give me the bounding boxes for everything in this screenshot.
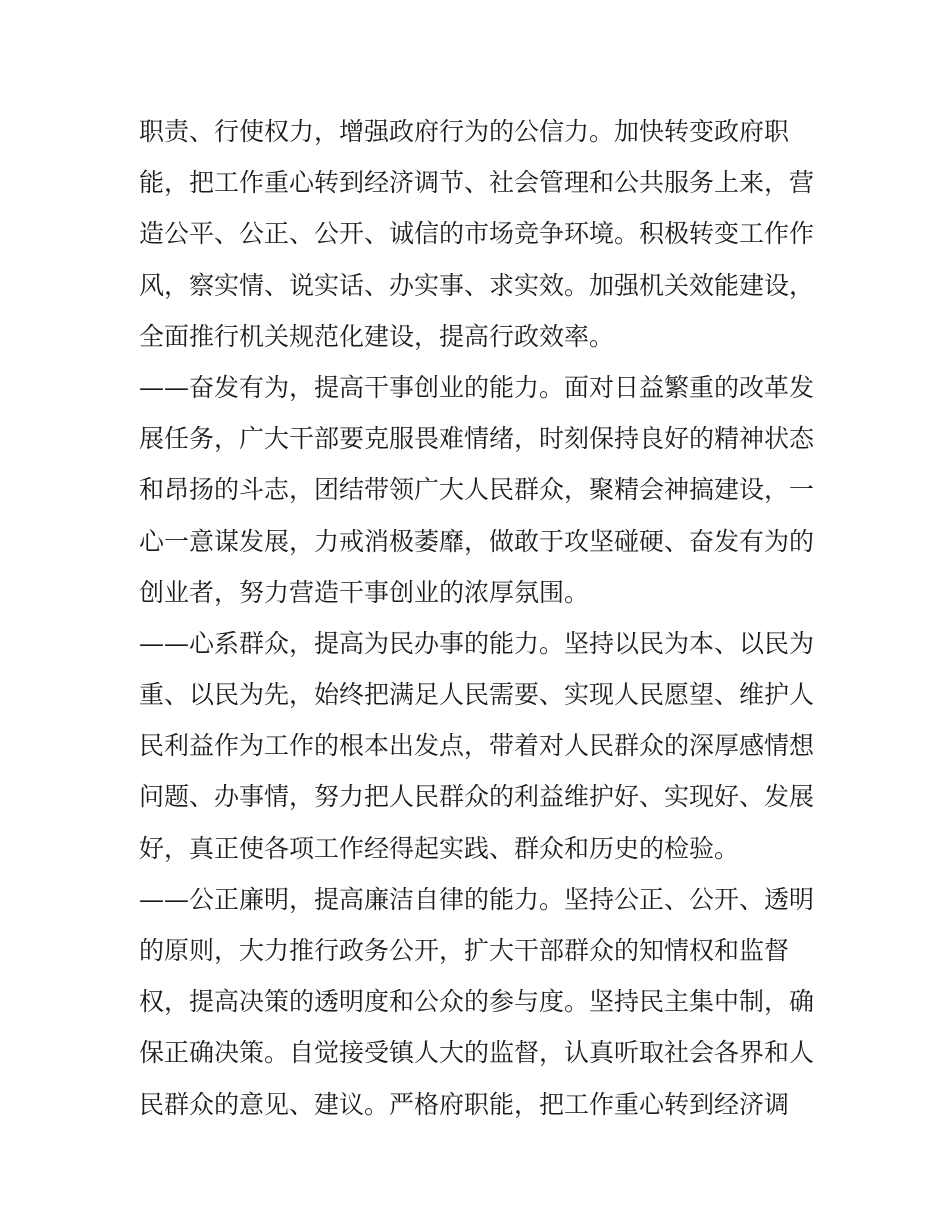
- text-line: 问题、办事情，努力把人民群众的利益维护好、实现好、发展: [139, 782, 815, 812]
- text-line: 和昂扬的斗志，团结带领广大人民群众，聚精会神搞建设，一: [139, 475, 815, 505]
- text-line: 能，把工作重心转到经济调节、社会管理和公共服务上来，营: [139, 168, 815, 198]
- text-line: 保正确决策。自觉接受镇人大的监督，认真听取社会各界和人: [139, 1038, 815, 1068]
- text-line: 权，提高决策的透明度和公众的参与度。坚持民主集中制，确: [139, 987, 815, 1017]
- text-line: 职责、行使权力，增强政府行为的公信力。加快转变政府职: [139, 117, 790, 146]
- text-line: ——公正廉明，提高廉洁自律的能力。坚持公正、公开、透明: [139, 884, 815, 914]
- text-line: ——奋发有为，提高干事创业的能力。面对日益繁重的改革发: [139, 372, 815, 402]
- text-line: 全面推行机关规范化建设，提高行政效率。: [139, 321, 615, 351]
- text-line: 展任务，广大干部要克服畏难情绪，时刻保持良好的精神状态: [139, 424, 815, 454]
- text-line: 民群众的意见、建议。严格府职能，把工作重心转到经济调: [139, 1089, 790, 1119]
- text-line: 心一意谋发展，力戒消极萎靡，做敢于攻坚碰硬、奋发有为的: [139, 526, 815, 556]
- text-line: 创业者，努力营造干事创业的浓厚氛围。: [139, 577, 590, 607]
- text-line: 民利益作为工作的根本出发点，带着对人民群众的深厚感情想: [139, 731, 815, 761]
- text-line: ——心系群众，提高为民办事的能力。坚持以民为本、以民为: [139, 628, 815, 658]
- text-line: 的原则，大力推行政务公开，扩大干部群众的知情权和监督: [139, 936, 790, 965]
- document-body-text: [139, 106, 829, 1130]
- text-line: 风，察实情、说实话、办实事、求实效。加强机关效能建设，: [139, 270, 815, 300]
- text-line: 重、以民为先，始终把满足人民需要、实现人民愿望、维护人: [139, 680, 815, 710]
- text-line: 好，真正使各项工作经得起实践、群众和历史的检验。: [139, 833, 740, 863]
- text-line: 造公平、公正、公开、诚信的市场竞争环境。积极转变工作作: [139, 219, 815, 249]
